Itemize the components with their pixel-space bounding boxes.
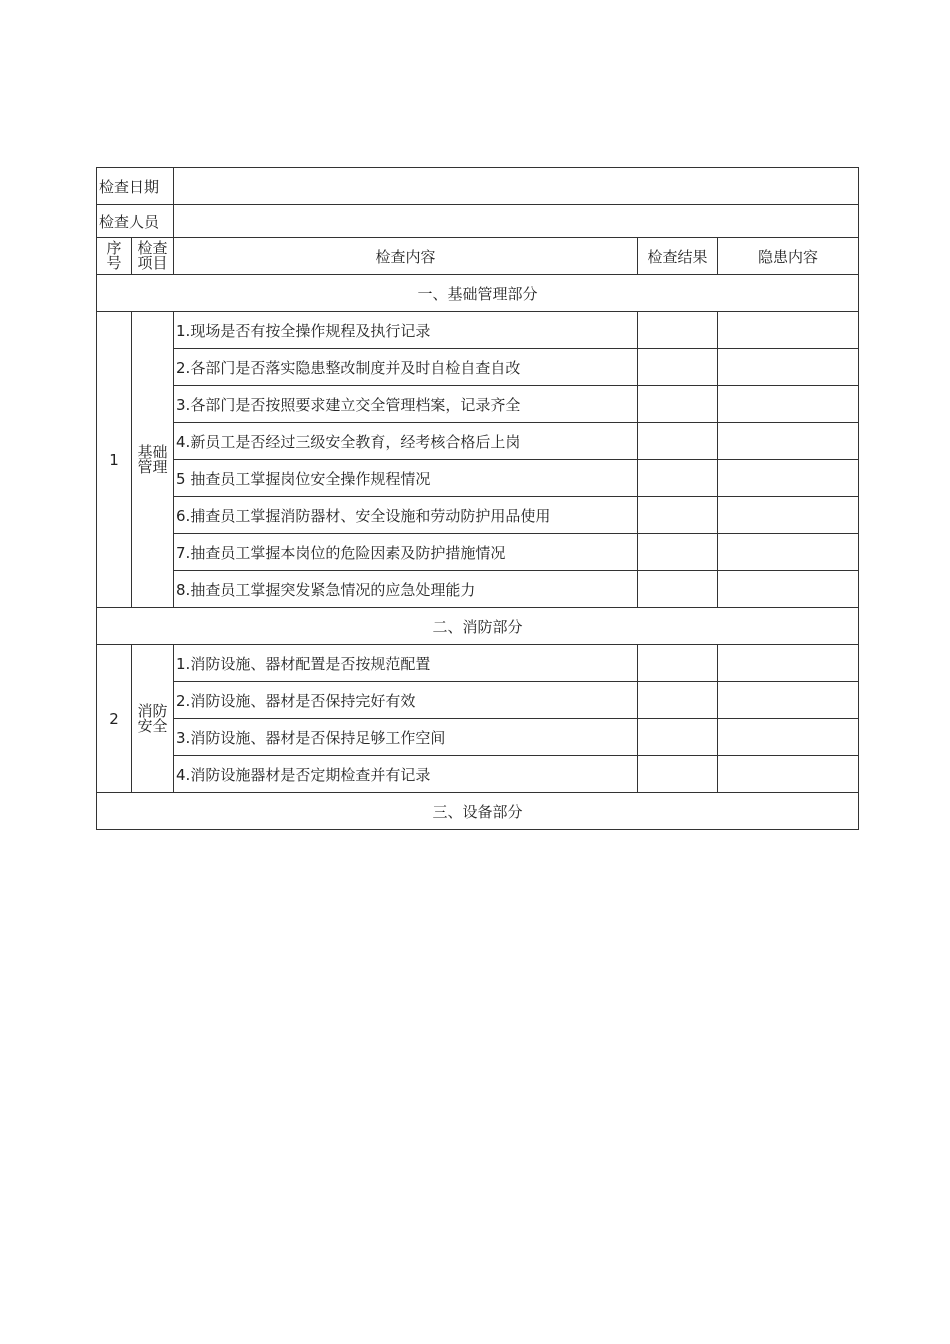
check-content: 1.现场是否有按全操作规程及执行记录 bbox=[174, 312, 638, 349]
check-result-cell[interactable] bbox=[638, 682, 718, 719]
table-row bbox=[97, 645, 859, 682]
section-title-row bbox=[97, 608, 859, 645]
section-item-fire-line2: 安全 bbox=[137, 716, 168, 735]
hazard-content-cell[interactable] bbox=[718, 719, 859, 756]
hazard-content-cell[interactable] bbox=[718, 460, 859, 497]
section-item-fire bbox=[132, 645, 174, 793]
col-header-no-line1: 序 bbox=[106, 239, 122, 257]
check-content: 2.消防设施、器材是否保持完好有效 bbox=[174, 682, 638, 719]
table-row bbox=[97, 423, 859, 460]
hazard-content-cell[interactable] bbox=[718, 497, 859, 534]
hazard-content-cell[interactable] bbox=[718, 645, 859, 682]
section-no-1: 1 bbox=[97, 312, 132, 608]
col-header-hazard: 隐患内容 bbox=[718, 238, 859, 275]
table-row bbox=[97, 386, 859, 423]
check-content: 6.捕查员工掌握消防器材、安全设施和劳动防护用品使用 bbox=[174, 497, 638, 534]
check-result-cell[interactable] bbox=[638, 756, 718, 793]
hazard-content-cell[interactable] bbox=[718, 756, 859, 793]
hazard-content-cell[interactable] bbox=[718, 534, 859, 571]
table-row bbox=[97, 534, 859, 571]
col-header-no bbox=[97, 238, 132, 275]
date-input-cell[interactable] bbox=[174, 168, 859, 205]
check-result-cell[interactable] bbox=[638, 719, 718, 756]
inspector-input-cell[interactable] bbox=[174, 205, 859, 238]
section-item-basic bbox=[132, 312, 174, 608]
section-item-fire-line1: 消防 bbox=[137, 701, 168, 720]
col-header-result: 检查结果 bbox=[638, 238, 718, 275]
col-header-content: 检查内容 bbox=[174, 238, 638, 275]
col-header-no-line2: 号 bbox=[106, 254, 122, 272]
section-title-row bbox=[97, 793, 859, 830]
check-content: 4.新员工是否经过三级安全教育，经考核合格后上岗 bbox=[174, 423, 638, 460]
check-result-cell[interactable] bbox=[638, 312, 718, 349]
hazard-content-cell[interactable] bbox=[718, 571, 859, 608]
section-title-equipment: 三、设备部分 bbox=[97, 793, 859, 830]
section-no-2: 2 bbox=[97, 645, 132, 793]
hazard-content-cell[interactable] bbox=[718, 312, 859, 349]
col-header-item bbox=[132, 238, 174, 275]
check-result-cell[interactable] bbox=[638, 645, 718, 682]
check-content: 3.消防设施、器材是否保持足够工作空间 bbox=[174, 719, 638, 756]
column-header-row bbox=[97, 238, 859, 275]
check-content: 2.各部门是否落实隐患整改制度并及时自检自查自改 bbox=[174, 349, 638, 386]
check-result-cell[interactable] bbox=[638, 534, 718, 571]
section-item-basic-line1: 基础 bbox=[137, 442, 168, 461]
hazard-content-cell[interactable] bbox=[718, 386, 859, 423]
table-row bbox=[97, 682, 859, 719]
table-row bbox=[97, 460, 859, 497]
section-title-row bbox=[97, 275, 859, 312]
date-row bbox=[97, 168, 859, 205]
section-item-basic-line2: 管理 bbox=[137, 457, 168, 476]
check-result-cell[interactable] bbox=[638, 497, 718, 534]
inspection-table bbox=[96, 167, 859, 830]
check-result-cell[interactable] bbox=[638, 423, 718, 460]
check-content: 4.消防设施器材是否定期检查并有记录 bbox=[174, 756, 638, 793]
check-content: 5 抽查员工掌握岗位安全操作规程情况 bbox=[174, 460, 638, 497]
check-content: 1.消防设施、器材配置是否按规范配置 bbox=[174, 645, 638, 682]
table-row bbox=[97, 349, 859, 386]
check-content: 8.抽查员工掌握突发紧急情况的应急处理能力 bbox=[174, 571, 638, 608]
table-row bbox=[97, 571, 859, 608]
hazard-content-cell[interactable] bbox=[718, 423, 859, 460]
section-title-fire: 二、消防部分 bbox=[97, 608, 859, 645]
table-row bbox=[97, 756, 859, 793]
inspector-row bbox=[97, 205, 859, 238]
check-result-cell[interactable] bbox=[638, 349, 718, 386]
table-row bbox=[97, 312, 859, 349]
hazard-content-cell[interactable] bbox=[718, 682, 859, 719]
table-row bbox=[97, 497, 859, 534]
table-row bbox=[97, 719, 859, 756]
col-header-item-line1: 检查 bbox=[137, 239, 168, 257]
check-result-cell[interactable] bbox=[638, 460, 718, 497]
check-result-cell[interactable] bbox=[638, 386, 718, 423]
check-result-cell[interactable] bbox=[638, 571, 718, 608]
hazard-content-cell[interactable] bbox=[718, 349, 859, 386]
col-header-item-line2: 项目 bbox=[137, 254, 168, 272]
date-label: 检查日期 bbox=[97, 168, 174, 205]
check-content: 7.抽查员工掌握本岗位的危险因素及防护措施情况 bbox=[174, 534, 638, 571]
check-content: 3.各部门是否按照要求建立交全管理档案，记录齐全 bbox=[174, 386, 638, 423]
section-title-basic: 一、基础管理部分 bbox=[97, 275, 859, 312]
inspector-label: 检查人员 bbox=[97, 205, 174, 238]
